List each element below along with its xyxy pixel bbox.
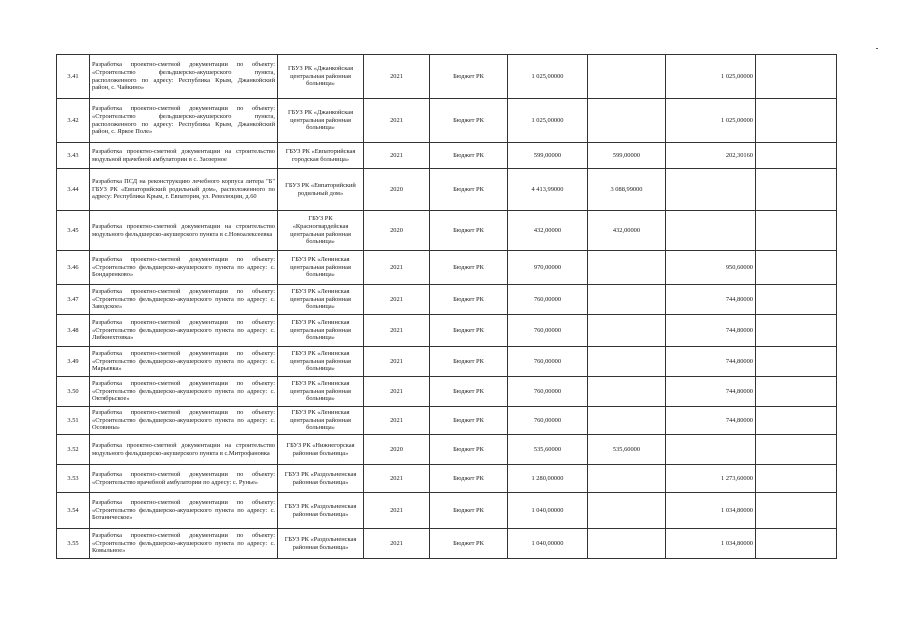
table-row (57, 55, 837, 99)
row-organization: ГБУЗ РК «Евпаторийский родильный дом» (278, 169, 364, 211)
table-row (57, 251, 837, 285)
row-funding-source: Бюджет РК (430, 251, 508, 285)
row-number: 3.50 (57, 377, 90, 407)
row-total-amount: 1 025,00000 (508, 99, 588, 143)
row-total-amount: 535,60000 (508, 435, 588, 465)
table-row (57, 465, 837, 493)
row-organization: ГБУЗ РК «Ленинская центральная районная больница» (278, 347, 364, 377)
row-description: Разработка проектно-сметной документации по объекту: «Строительство врачебной амбулатории по адресу: с. Рунье» (90, 465, 278, 493)
row-amount-2021 (666, 435, 756, 465)
row-number: 3.52 (57, 435, 90, 465)
row-description: Разработка проектно-сметной документации по объекту: «Строительство фельдшерско-акушерского пункта по адресу: с. Октябрьское» (90, 377, 278, 407)
row-funding-source: Бюджет РК (430, 493, 508, 529)
row-organization: ГБУЗ РК «Нижнегорская районная больница» (278, 435, 364, 465)
row-amount-2022 (756, 435, 837, 465)
row-funding-source: Бюджет РК (430, 347, 508, 377)
row-description: Разработка проектно-сметной документации на строительство модульного фельдшерско-акушерского пункта в с.Митрофановка (90, 435, 278, 465)
row-funding-source: Бюджет РК (430, 285, 508, 315)
row-amount-2021: 744,80000 (666, 377, 756, 407)
row-description: Разработка проектно-сметной документации на строительство модульной врачебной амбулатории в с. Заозерное (90, 143, 278, 169)
row-number: 3.47 (57, 285, 90, 315)
table-row (57, 347, 837, 377)
row-number: 3.44 (57, 169, 90, 211)
row-amount-2022 (756, 99, 837, 143)
row-total-amount: 760,00000 (508, 347, 588, 377)
row-amount-2022 (756, 169, 837, 211)
row-funding-source: Бюджет РК (430, 55, 508, 99)
row-amount-2020 (588, 285, 666, 315)
row-number: 3.45 (57, 211, 90, 251)
row-amount-2020 (588, 407, 666, 435)
row-organization: ГБУЗ РК «Ленинская центральная районная больница» (278, 377, 364, 407)
row-funding-source: Бюджет РК (430, 315, 508, 347)
row-total-amount: 760,00000 (508, 285, 588, 315)
row-amount-2020: 599,00000 (588, 143, 666, 169)
row-funding-source: Бюджет РК (430, 99, 508, 143)
table-row (57, 99, 837, 143)
margin-mark (876, 48, 878, 49)
row-year: 2021 (364, 55, 430, 99)
row-amount-2021 (666, 211, 756, 251)
row-funding-source: Бюджет РК (430, 143, 508, 169)
row-number: 3.54 (57, 493, 90, 529)
row-total-amount: 599,00000 (508, 143, 588, 169)
row-description: Разработка проектно-сметной документации по объекту: «Строительство фельдшерско-акушерского пункта по адресу: с. Осовины» (90, 407, 278, 435)
row-funding-source: Бюджет РК (430, 435, 508, 465)
row-amount-2022 (756, 285, 837, 315)
table-row (57, 211, 837, 251)
row-organization: ГБУЗ РК «Красногвардейская центральная районная больница» (278, 211, 364, 251)
row-total-amount: 4 413,99000 (508, 169, 588, 211)
row-year: 2021 (364, 143, 430, 169)
row-amount-2020 (588, 99, 666, 143)
row-amount-2020 (588, 465, 666, 493)
row-amount-2021: 202,30160 (666, 143, 756, 169)
row-amount-2021: 1 034,80000 (666, 493, 756, 529)
row-year: 2021 (364, 407, 430, 435)
row-organization: ГБУЗ РК «Ленинская центральная районная больница» (278, 315, 364, 347)
row-amount-2020 (588, 55, 666, 99)
row-amount-2020 (588, 529, 666, 559)
row-year: 2020 (364, 435, 430, 465)
row-year: 2021 (364, 315, 430, 347)
table-body (57, 55, 837, 559)
table-row (57, 435, 837, 465)
row-organization: ГБУЗ РК «Ленинская центральная районная больница» (278, 251, 364, 285)
row-amount-2021: 744,80000 (666, 407, 756, 435)
row-funding-source: Бюджет РК (430, 407, 508, 435)
row-number: 3.43 (57, 143, 90, 169)
row-total-amount: 432,00000 (508, 211, 588, 251)
row-description: Разработка проектно-сметной документации по объекту: «Строительство фельдшерско-акушерского пункта по адресу: с. Бондаренково» (90, 251, 278, 285)
row-organization: ГБУЗ РК «Джанкойская центральная районная больница» (278, 99, 364, 143)
row-description: Разработка проектно-сметной документации по объекту: «Строительство фельдшерско-акушерского пункта, расположенного по адресу: Республика Крым, Джанкойский район, с. Чайкино» (90, 55, 278, 99)
row-year: 2021 (364, 251, 430, 285)
budget-table (56, 54, 837, 559)
row-year: 2021 (364, 465, 430, 493)
row-number: 3.41 (57, 55, 90, 99)
row-total-amount: 1 280,00000 (508, 465, 588, 493)
row-description: Разработка проектно-сметной документации по объекту: «Строительство фельдшерско-акушерского пункта по адресу: с. Марьевка» (90, 347, 278, 377)
row-amount-2021 (666, 169, 756, 211)
row-funding-source: Бюджет РК (430, 377, 508, 407)
row-number: 3.49 (57, 347, 90, 377)
row-number: 3.46 (57, 251, 90, 285)
row-amount-2021: 1 034,80000 (666, 529, 756, 559)
table-row (57, 377, 837, 407)
row-amount-2022 (756, 377, 837, 407)
table-row (57, 169, 837, 211)
row-year: 2021 (364, 529, 430, 559)
row-total-amount: 1 040,00000 (508, 493, 588, 529)
row-description: Разработка проектно-сметной документации по объекту: «Строительство фельдшерско-акушерского пункта по адресу: с. Либкнехтовка» (90, 315, 278, 347)
row-description: Разработка проектно-сметной документации по объекту: «Строительство фельдшерско-акушерского пункта по адресу: с. Ботаническое» (90, 493, 278, 529)
row-organization: ГБУЗ РК «Ленинская центральная районная больница» (278, 407, 364, 435)
row-amount-2021: 950,60000 (666, 251, 756, 285)
row-number: 3.51 (57, 407, 90, 435)
row-number: 3.48 (57, 315, 90, 347)
row-amount-2021: 1 025,00000 (666, 55, 756, 99)
row-funding-source: Бюджет РК (430, 529, 508, 559)
row-description: Разработка ПСД на реконструкцию лечебного корпуса литера "Б" ГБУЗ РК «Евпаторийский родильный дом», расположенного по адресу: Республика Крым, г. Евпатория, ул. Революции, д.60 (90, 169, 278, 211)
row-amount-2020: 432,00000 (588, 211, 666, 251)
row-year: 2021 (364, 347, 430, 377)
row-amount-2022 (756, 347, 837, 377)
row-funding-source: Бюджет РК (430, 211, 508, 251)
row-organization: ГБУЗ РК «Раздольненская районная больница» (278, 529, 364, 559)
table-row (57, 493, 837, 529)
row-amount-2021: 744,80000 (666, 285, 756, 315)
row-amount-2022 (756, 55, 837, 99)
row-amount-2021: 744,80000 (666, 347, 756, 377)
row-number: 3.53 (57, 465, 90, 493)
row-total-amount: 760,00000 (508, 407, 588, 435)
row-amount-2020 (588, 251, 666, 285)
row-total-amount: 1 040,00000 (508, 529, 588, 559)
row-total-amount: 1 025,00000 (508, 55, 588, 99)
row-amount-2022 (756, 493, 837, 529)
row-year: 2021 (364, 493, 430, 529)
row-amount-2022 (756, 407, 837, 435)
row-number: 3.55 (57, 529, 90, 559)
row-amount-2022 (756, 315, 837, 347)
row-organization: ГБУЗ РК «Джанкойская центральная районная больница» (278, 55, 364, 99)
row-amount-2021: 744,80000 (666, 315, 756, 347)
row-total-amount: 760,00000 (508, 377, 588, 407)
row-funding-source: Бюджет РК (430, 169, 508, 211)
row-year: 2020 (364, 211, 430, 251)
row-amount-2020 (588, 347, 666, 377)
row-amount-2022 (756, 465, 837, 493)
row-amount-2020 (588, 493, 666, 529)
row-amount-2020 (588, 377, 666, 407)
row-amount-2022 (756, 211, 837, 251)
row-year: 2021 (364, 285, 430, 315)
row-organization: ГБУЗ РК «Евпаторийская городская больница» (278, 143, 364, 169)
table-row (57, 285, 837, 315)
row-number: 3.42 (57, 99, 90, 143)
row-description: Разработка проектно-сметной документации на строительство модульного фельдшерско-акушерского пункта в с.Новоалексеевка (90, 211, 278, 251)
row-amount-2020 (588, 315, 666, 347)
table-row (57, 315, 837, 347)
row-funding-source: Бюджет РК (430, 465, 508, 493)
row-organization: ГБУЗ РК «Ленинская центральная районная больница» (278, 285, 364, 315)
row-amount-2022 (756, 251, 837, 285)
row-total-amount: 970,00000 (508, 251, 588, 285)
row-description: Разработка проектно-сметной документации по объекту: «Строительство фельдшерско-акушерского пункта по адресу: с. Заводское» (90, 285, 278, 315)
row-amount-2022 (756, 143, 837, 169)
row-amount-2021: 1 273,60000 (666, 465, 756, 493)
row-description: Разработка проектно-сметной документации по объекту: «Строительство фельдшерско-акушерского пункта по адресу: с. Ковыльное» (90, 529, 278, 559)
row-description: Разработка проектно-сметной документации по объекту: «Строительство фельдшерско-акушерского пункта, расположенного по адресу: Республика Крым, Джанкойский район, с. Яркое Поле» (90, 99, 278, 143)
row-amount-2021: 1 025,00000 (666, 99, 756, 143)
row-year: 2020 (364, 169, 430, 211)
table-row (57, 143, 837, 169)
row-amount-2022 (756, 529, 837, 559)
row-total-amount: 760,00000 (508, 315, 588, 347)
row-year: 2021 (364, 377, 430, 407)
row-amount-2020: 535,60000 (588, 435, 666, 465)
row-organization: ГБУЗ РК «Раздольненская районная больница» (278, 465, 364, 493)
row-amount-2020: 3 088,99000 (588, 169, 666, 211)
row-year: 2021 (364, 99, 430, 143)
table-row (57, 407, 837, 435)
row-organization: ГБУЗ РК «Раздольненская районная больница» (278, 493, 364, 529)
table-row (57, 529, 837, 559)
